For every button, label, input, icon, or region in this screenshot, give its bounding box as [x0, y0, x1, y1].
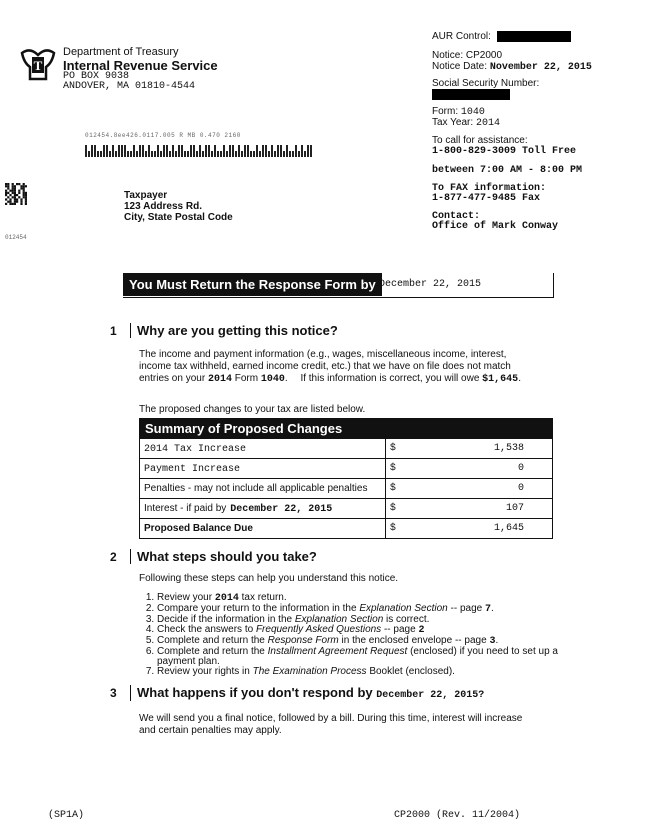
step-item: 1. Review your 2014 tax return. — [157, 593, 597, 604]
taxpayer-street: 123 Address Rd. — [124, 201, 202, 212]
line-3-text-a: entries on your — [139, 373, 206, 384]
notice-date-value: November 22, 2015 — [489, 62, 592, 73]
taxpayer-name: Taxpayer — [124, 190, 168, 201]
section-3-title-text: What happens if you don't respond by — [137, 685, 373, 700]
assist-label: To call for assistance: — [432, 135, 528, 146]
summary-row-label: 2014 Tax Increase — [140, 439, 386, 459]
agency-name: Internal Revenue Service — [63, 58, 218, 73]
line-3-text-form: Form — [234, 373, 259, 384]
line-3-form-number: 1040 — [260, 374, 285, 385]
summary-row-amount: 1,538 — [439, 439, 553, 459]
summary-row — [140, 519, 553, 539]
assist-phone: 1-800-829-3009 Toll Free — [432, 146, 577, 157]
notice-date-label: Notice Date: — [432, 61, 488, 72]
step-item: 4. Check the answers to Frequently Asked Questions -- page 2 — [157, 625, 597, 636]
section-1-paragraph — [139, 349, 579, 386]
section-3-line-1: We will send you a final notice, followed by a bill. During this time, interest will increase — [139, 713, 523, 724]
tax-year-label: Tax Year: — [432, 117, 474, 128]
irs-eagle-logo — [18, 45, 58, 83]
step-item: 2. Compare your return to the information in the Explanation Section -- page 7. — [157, 604, 597, 615]
section-3-line-2: and certain penalties may apply. — [139, 725, 282, 736]
section-2-intro: Following these steps can help you understand this notice. — [139, 573, 399, 584]
barcode-text: 012454.8ee426.0117.005 R MB 0.470 2160 — [85, 132, 241, 139]
agency-dept: Department of Treasury — [63, 46, 179, 58]
summary-row-label: Proposed Balance Due — [140, 519, 386, 539]
line-3-amount: $1,645 — [482, 374, 519, 385]
postal-barcode — [85, 144, 312, 157]
summary-table-title: Summary of Proposed Changes — [139, 418, 553, 439]
assist-hours: between 7:00 AM - 8:00 PM — [432, 165, 583, 176]
line-3-year: 2014 — [207, 374, 232, 385]
step-item: 7. Review your rights in The Examination Process Booklet (enclosed). — [157, 667, 597, 677]
step-item: 3. Decide if the information in the Explanation Section is correct. — [157, 615, 597, 625]
notice-value: CP2000 — [465, 50, 503, 61]
summary-row-amount: 1,645 — [439, 519, 553, 539]
summary-intro: The proposed changes to your tax are listed below. — [139, 404, 366, 415]
agency-city: ANDOVER, MA 01810-4544 — [63, 81, 196, 92]
aur-control — [432, 31, 571, 42]
section-1-number: 1 — [110, 324, 117, 338]
summary-row — [140, 459, 553, 479]
summary-row-amount: 0 — [439, 459, 553, 479]
notice-date — [432, 61, 592, 73]
tax-year-value: 2014 — [475, 118, 500, 129]
contact-label: Contact: — [432, 211, 481, 222]
aur-control-label: AUR Control: — [432, 31, 491, 43]
svg-text:T: T — [33, 58, 43, 73]
fax-number: 1-877-477-9485 Fax — [432, 193, 541, 204]
summary-row — [140, 499, 553, 519]
line-3-period: . — [284, 373, 288, 384]
contact-value: Office of Mark Conway — [432, 221, 559, 232]
response-deadline-banner — [123, 273, 554, 298]
section-1-line-1: The income and payment information (e.g., wages, miscellaneous income, interest, — [139, 349, 507, 360]
section-3-number: 3 — [110, 686, 117, 700]
ssn-redaction — [432, 89, 510, 100]
summary-row-amount: 0 — [439, 479, 553, 499]
summary-row-label: Interest - if paid by December 22, 2015 — [140, 499, 386, 519]
response-deadline-date: December 22, 2015 — [379, 279, 482, 290]
summary-row-currency: $ — [385, 479, 438, 499]
summary-table — [139, 438, 553, 539]
footer-code: (SP1A) — [48, 810, 85, 821]
section-1-line-3 — [139, 373, 579, 386]
section-3-title — [130, 685, 484, 701]
step-item: 6. Complete and return the Installment Agreement Request (enclosed) if you need to set up a payment plan. — [157, 647, 597, 667]
notice-number — [432, 50, 502, 61]
summary-row-label: Penalties - may not include all applicable penalties — [140, 479, 386, 499]
fax-label: To FAX information: — [432, 183, 547, 194]
agency-po-box: PO BOX 9038 — [63, 71, 130, 82]
section-2-number: 2 — [110, 550, 117, 564]
tax-year — [432, 117, 500, 129]
line-3-end-period: . — [518, 373, 521, 384]
summary-row-currency: $ — [385, 459, 438, 479]
form-label: Form: — [432, 106, 459, 117]
summary-row-currency: $ — [385, 439, 438, 459]
summary-row-currency: $ — [385, 519, 438, 539]
left-code: 012454 — [5, 234, 27, 241]
section-3-paragraph — [139, 713, 522, 737]
summary-row-amount: 107 — [439, 499, 553, 519]
section-2-title: What steps should you take? — [130, 549, 317, 564]
section-3-title-date: December 22, 2015? — [376, 690, 485, 701]
response-deadline-label: You Must Return the Response Form by — [123, 273, 382, 296]
summary-row-currency: $ — [385, 499, 438, 519]
taxpayer-city: City, State Postal Code — [124, 212, 233, 223]
summary-row — [140, 439, 553, 459]
line-3-text-owe: If this information is correct, you will owe — [300, 373, 480, 384]
summary-row-label: Payment Increase — [140, 459, 386, 479]
notice-label: Notice: — [432, 50, 464, 61]
form-value: 1040 — [460, 107, 485, 118]
aur-control-redaction — [497, 31, 571, 42]
footer-form-rev: CP2000 (Rev. 11/2004) — [394, 810, 521, 821]
ssn-label: Social Security Number: — [432, 78, 540, 89]
step-item: 5. Complete and return the Response Form in the enclosed envelope -- page 3. — [157, 636, 597, 647]
2d-barcode — [5, 183, 27, 205]
summary-row — [140, 479, 553, 499]
steps-list — [139, 593, 597, 677]
section-1-line-2: income tax withheld, earned income credit, etc.) that we have on file does not match — [139, 361, 511, 372]
section-1-title: Why are you getting this notice? — [130, 323, 338, 338]
